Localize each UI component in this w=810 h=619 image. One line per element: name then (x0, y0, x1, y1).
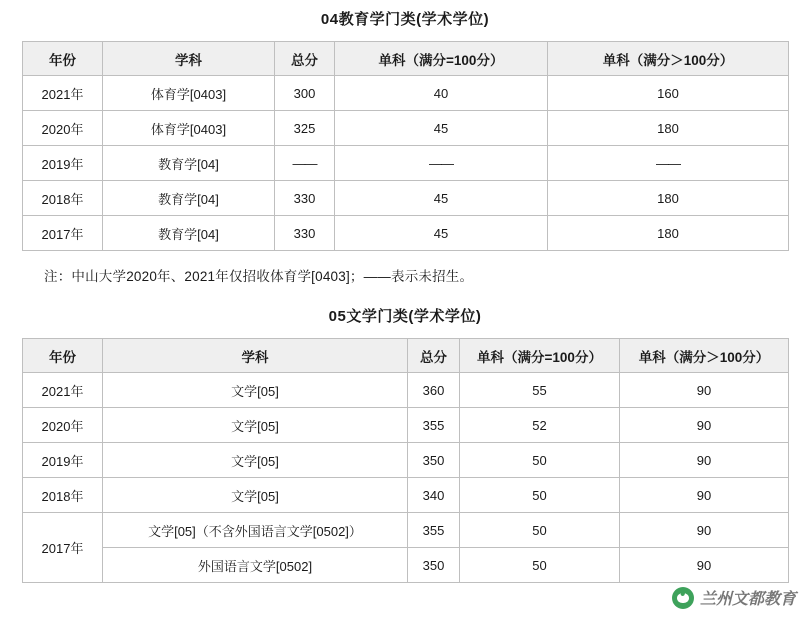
cell-subject: 教育学[04] (103, 181, 275, 216)
cell-single-100: 50 (460, 513, 620, 548)
cell-subject: 文学[05] (103, 478, 408, 513)
cell-single-100: —— (335, 146, 548, 181)
watermark (672, 586, 796, 609)
cell-single-over-100: —— (548, 146, 789, 181)
cell-total: 350 (408, 548, 460, 583)
table-note: 注：中山大学2020年、2021年仅招收体育学[0403]；——表示未招生。 (44, 269, 474, 284)
column-header-subject: 学科 (103, 339, 408, 373)
cell-single-100: 50 (460, 478, 620, 513)
cell-year: 2021年 (23, 373, 103, 408)
table-row (23, 146, 789, 181)
cell-year: 2018年 (23, 181, 103, 216)
cell-year: 2020年 (23, 408, 103, 443)
cell-year: 2019年 (23, 146, 103, 181)
cell-single-100: 52 (460, 408, 620, 443)
cell-subject: 文学[05] (103, 373, 408, 408)
column-header-subject: 学科 (103, 42, 275, 76)
cell-total: —— (275, 146, 335, 181)
cell-year: 2020年 (23, 111, 103, 146)
cell-total: 360 (408, 373, 460, 408)
cell-total: 325 (275, 111, 335, 146)
column-header-total: 总分 (408, 339, 460, 373)
cell-single-over-100: 90 (620, 373, 789, 408)
cell-year: 2018年 (23, 478, 103, 513)
cell-total: 355 (408, 513, 460, 548)
table-header-row (23, 339, 789, 373)
cell-single-over-100: 160 (548, 76, 789, 111)
cell-single-over-100: 90 (620, 408, 789, 443)
cell-subject: 文学[05] (103, 408, 408, 443)
cell-single-100: 40 (335, 76, 548, 111)
table-header-row (23, 42, 789, 76)
cell-subject: 体育学[0403] (103, 111, 275, 146)
education-score-table (22, 41, 789, 251)
cell-single-over-100: 90 (620, 443, 789, 478)
cell-single-100: 50 (460, 443, 620, 478)
column-header-single-over-100: 单科（满分＞100分） (620, 339, 789, 373)
cell-single-over-100: 180 (548, 111, 789, 146)
cell-single-over-100: 180 (548, 216, 789, 251)
cell-year: 2017年 (23, 513, 103, 583)
cell-subject: 教育学[04] (103, 216, 275, 251)
page-title-literature: 05文学门类(学术学位) (328, 308, 482, 325)
cell-subject: 文学[05]（不含外国语言文学[0502]） (103, 513, 408, 548)
table-row (23, 513, 789, 548)
watermark-text: 兰州文都教育 (699, 591, 796, 608)
column-header-year: 年份 (23, 339, 103, 373)
cell-total: 350 (408, 443, 460, 478)
table-row (23, 373, 789, 408)
cell-total: 330 (275, 216, 335, 251)
table-row (23, 181, 789, 216)
column-header-single-over-100: 单科（满分＞100分） (548, 42, 789, 76)
column-header-total: 总分 (275, 42, 335, 76)
table-row (23, 408, 789, 443)
table-row (23, 216, 789, 251)
page-title-education: 04教育学门类(学术学位) (320, 11, 490, 28)
cell-total: 355 (408, 408, 460, 443)
column-header-year: 年份 (23, 42, 103, 76)
cell-subject: 体育学[0403] (103, 76, 275, 111)
cell-single-100: 45 (335, 111, 548, 146)
cell-year: 2019年 (23, 443, 103, 478)
cell-single-over-100: 90 (620, 478, 789, 513)
table-row (23, 548, 789, 583)
cell-single-over-100: 90 (620, 548, 789, 583)
table-row (23, 111, 789, 146)
cell-total: 330 (275, 181, 335, 216)
table-row (23, 76, 789, 111)
column-header-single-100: 单科（满分=100分） (335, 42, 548, 76)
cell-single-over-100: 90 (620, 513, 789, 548)
cell-subject: 外国语言文学[0502] (103, 548, 408, 583)
cell-total: 340 (408, 478, 460, 513)
cell-total: 300 (275, 76, 335, 111)
cell-single-100: 45 (335, 216, 548, 251)
cell-year: 2021年 (23, 76, 103, 111)
cell-single-100: 50 (460, 548, 620, 583)
column-header-single-100: 单科（满分=100分） (460, 339, 620, 373)
literature-score-table (22, 338, 789, 583)
cell-subject: 文学[05] (103, 443, 408, 478)
leaf-logo-icon (672, 587, 694, 609)
cell-single-100: 45 (335, 181, 548, 216)
document-page (0, 8, 810, 619)
cell-year: 2017年 (23, 216, 103, 251)
cell-single-100: 55 (460, 373, 620, 408)
cell-subject: 教育学[04] (103, 146, 275, 181)
table-row (23, 478, 789, 513)
table-row (23, 443, 789, 478)
cell-single-over-100: 180 (548, 181, 789, 216)
